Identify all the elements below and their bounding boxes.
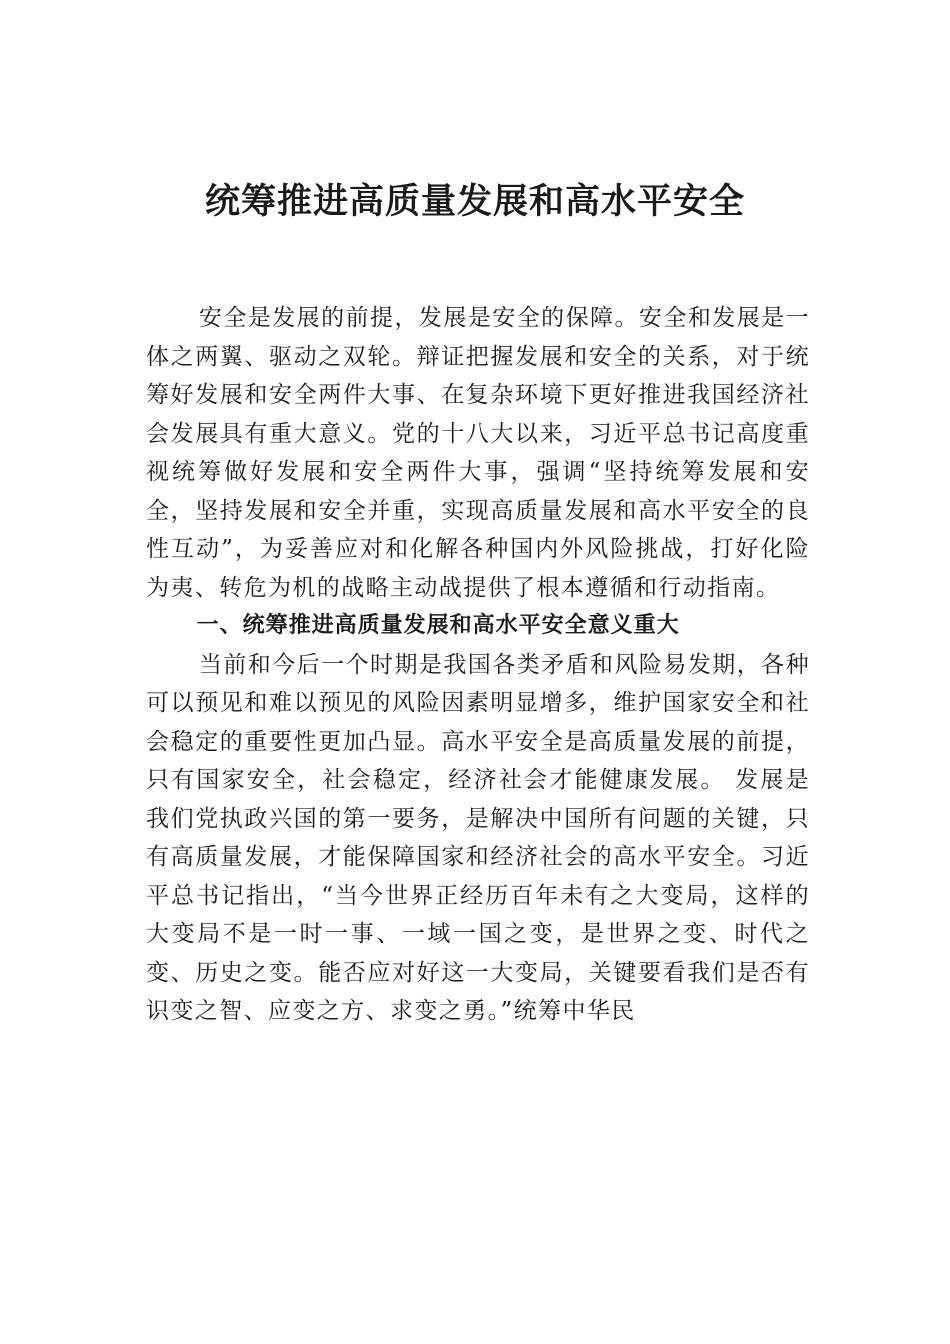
- intro-paragraph: 安全是发展的前提，发展是安全的保障。安全和发展是一体之两翼、驱动之双轮。辩证把握发展和安全的关系，对于统筹好发展和安全两件大事、在复杂环境下更好推进我国经济社会发展具有重大意义。党的十八大以来，习近平总书记高度重视统筹做好发展和安全两件大事，强调“坚持统筹发展和安全，坚持发展和安全并重，实现高质量发展和高水平安全的良性互动”，为妥善应对和化解各种国内外风险挑战，打好化险为夷、转危为机的战略主动战提供了根本遵循和行动指南。: [146, 305, 810, 601]
- document-title: 统筹推进高质量发展和高水平安全: [204, 182, 745, 222]
- section-heading: 一、统筹推进高质量发展和高水平安全意义重大: [196, 613, 680, 638]
- section-paragraph: 当前和今后一个时期是我国各类矛盾和风险易发期，各种可以预见和难以预见的风险因素明显增多，维护国家安全和社会稳定的重要性更加凸显。高水平安全是高质量发展的前提，只有国家安全，社会稳定，经济社会才能健康发展。 发展是我们党执政兴国的第一要务，是解决中国所有问题的关键，只有高质量发展，才能保障国家和经济社会的高水平安全。习近平总书记指出，“当今世界正经历百年未有之大变局，这样的大变局不是一时一事、一域一国之变，是世界之变、时代之变、历史之变。能否应对好这一大变局，关键要看我们是否有识变之智、应变之方、求变之勇。”统筹中华民: [146, 651, 810, 1024]
- document-body: [146, 299, 810, 1031]
